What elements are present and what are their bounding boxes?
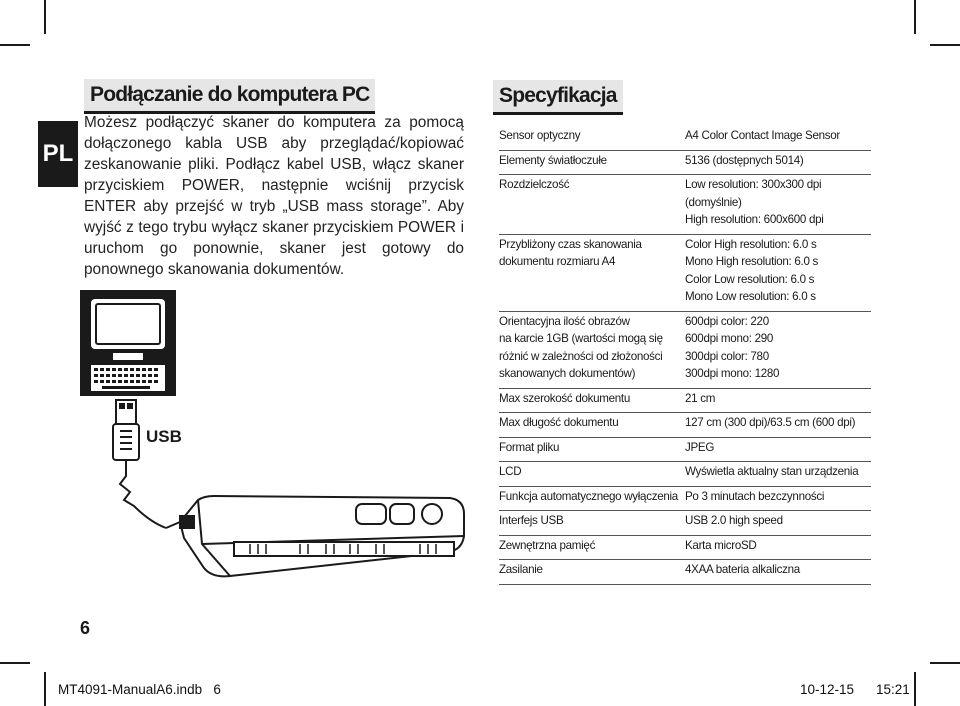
section-title-pc-connection: Podłączanie do komputera PC — [84, 79, 375, 114]
spec-row — [499, 389, 871, 414]
specification-table — [499, 126, 871, 585]
section-title-specification: Specyfikacja — [493, 80, 623, 115]
spec-row — [499, 175, 871, 235]
usb-connection-illustration — [80, 286, 470, 582]
spec-row — [499, 151, 871, 176]
spec-row — [499, 462, 871, 487]
spec-label: Sensor optyczny — [499, 129, 581, 142]
spec-label: Funkcja automatycznego wyłączenia — [499, 489, 678, 503]
spec-label: Rozdzielczość — [499, 178, 570, 191]
spec-value: A4 Color Contact Image Sensor — [685, 129, 840, 142]
crop-mark-bottom-left-h — [0, 662, 30, 664]
footer-date: 10-12-15 — [800, 682, 855, 697]
crop-mark-top-left-v — [44, 0, 46, 34]
spec-row — [499, 126, 871, 151]
spec-label: Zewnętrzna pamięć — [499, 538, 596, 552]
spec-value: JPEG — [685, 440, 715, 454]
pc-connection-body: Możesz podłączyć skaner do komputera za pomocą dołączonego kabla USB aby przeglądać/kopiować zeskanowanie pliki. Podłącz kabel USB, włącz skaner przyciskiem POWER, następnie wciśnij przycisk ENTER aby przejść w tryb „USB mass storage”. Aby wyjść z tego trybu wyłącz skaner przyciskiem POWER i uruchom go ponownie, skaner jest gotowy do ponownego skanowania dokumentów. — [84, 114, 464, 278]
spec-row — [499, 235, 871, 312]
spec-label: Max szerokość dokumentu — [499, 391, 630, 405]
spec-row — [499, 560, 871, 585]
spec-value: 600dpi color: 220 600dpi mono: 290 300dpi color: 780 300dpi mono: 1280 — [685, 314, 780, 380]
spec-row — [499, 536, 871, 561]
spec-value: Color High resolution: 6.0 s Mono High resolution: 6.0 s Color Low resolution: 6.0 s Mono Low resolution: 6.0 s — [685, 237, 819, 303]
spec-row — [499, 487, 871, 512]
spec-label: Interfejs USB — [499, 514, 564, 527]
crop-mark-top-left-h — [0, 44, 30, 46]
spec-label: Zasilanie — [499, 563, 543, 576]
crop-mark-top-right-h — [930, 44, 960, 46]
crop-mark-bottom-left-v — [44, 672, 46, 706]
spec-label: Przybliżony czas skanowania dokumentu rozmiaru A4 — [499, 237, 642, 268]
scanner-device-icon — [180, 496, 464, 576]
crop-mark-bottom-right-h — [930, 662, 960, 664]
usb-label: USB — [146, 427, 182, 446]
spec-row — [499, 511, 871, 536]
crop-mark-bottom-right-v — [914, 672, 916, 706]
spec-label: Elementy światłoczułe — [499, 153, 607, 167]
spec-row — [499, 312, 871, 389]
spec-label: Orientacyjna ilość obrazów na karcie 1GB (wartości mogą się różnić w zależności od złożoności skanowanych dokumentów) — [499, 314, 663, 380]
spec-value: Karta microSD — [685, 538, 757, 552]
usb-cable-icon — [113, 400, 180, 528]
spec-label: Max długość dokumentu — [499, 416, 619, 429]
computer-icon — [80, 290, 176, 396]
spec-value: 4XAA bateria alkaliczna — [685, 563, 800, 576]
page-number: 6 — [80, 618, 91, 638]
spec-value: 127 cm (300 dpi)/63.5 cm (600 dpi) — [685, 416, 856, 429]
spec-value: 5136 (dostępnych 5014) — [685, 153, 804, 167]
crop-mark-top-right-v — [914, 0, 916, 34]
spec-label: Format pliku — [499, 440, 560, 454]
footer-time: 15:21 — [876, 682, 910, 697]
spec-row — [499, 438, 871, 463]
language-tab: PL — [38, 121, 78, 187]
spec-value: Po 3 minutach bezczynności — [685, 489, 825, 503]
spec-value: 21 cm — [685, 391, 716, 405]
spec-value: Wyświetla aktualny stan urządzenia — [685, 465, 859, 478]
spec-value: Low resolution: 300x300 dpi (domyślnie) High resolution: 600x600 dpi — [685, 178, 824, 226]
spec-row — [499, 413, 871, 438]
spec-label: LCD — [499, 465, 522, 478]
spec-value: USB 2.0 high speed — [685, 514, 783, 527]
footer-file-name: MT4091-ManualA6.indb 6 — [58, 682, 221, 697]
